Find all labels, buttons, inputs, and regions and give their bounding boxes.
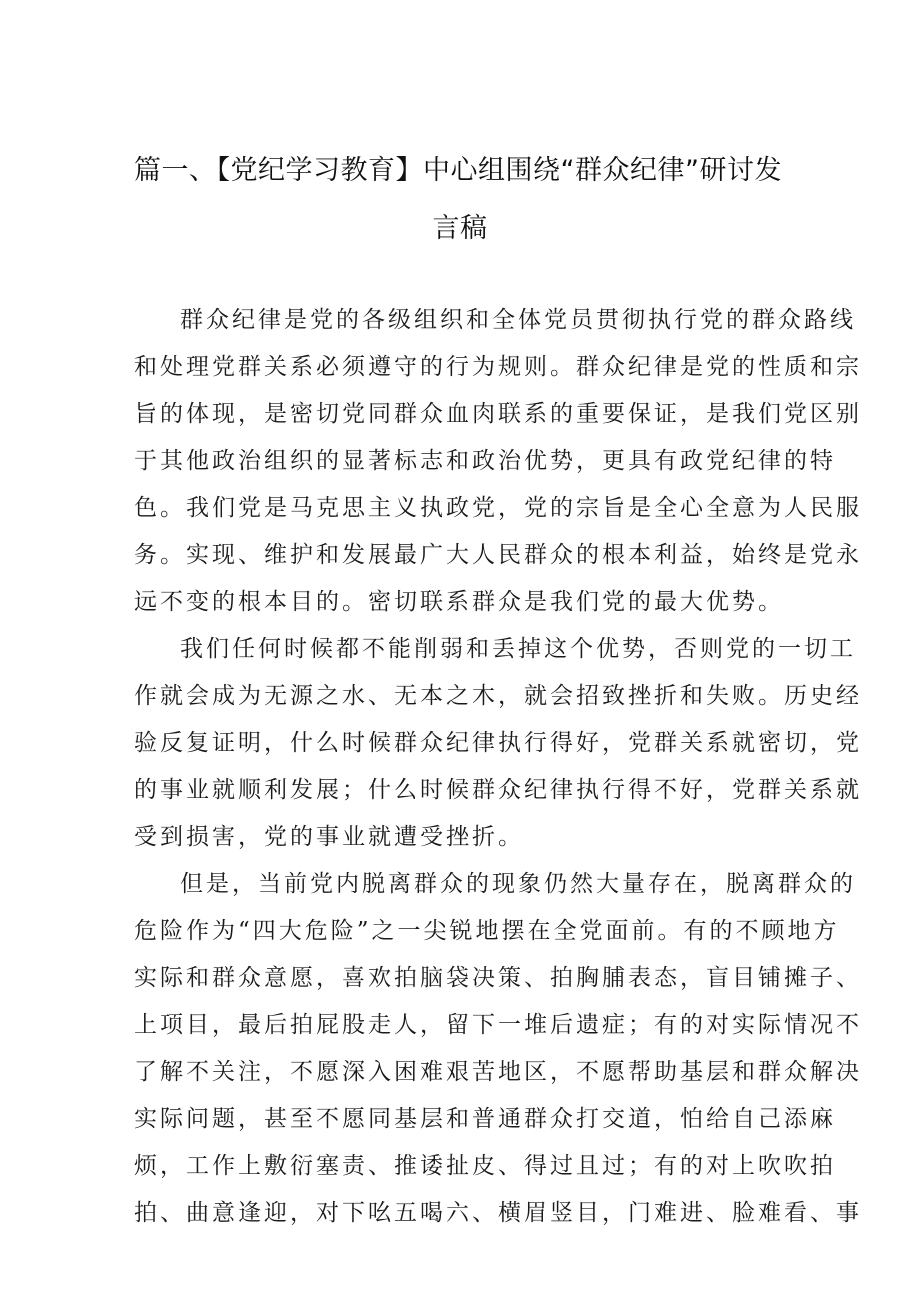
body-line: 远不变的根本目的。密切联系群众是我们党的最大优势。 [134,589,784,615]
body-line: 的事业就顺利发展；什么时候群众纪律执行得不好，党群关系就 [134,777,862,803]
body-line: 于其他政治组织的显著标志和政治优势，更具有政党纪律的特 [134,448,836,474]
body-line: 色。我们党是马克思主义执政党，党的宗旨是全心全意为人民服 [134,495,862,521]
body-line: 危险作为“四大危险”之一尖锐地摆在全党面前。有的不顾地方 [134,918,840,944]
body-line: 受到损害，党的事业就遭受挫折。 [134,824,524,850]
body-line: 实际问题，甚至不愿同基层和普通群众打交道，怕给自己添麻 [134,1106,836,1132]
body-line: 验反复证明，什么时候群众纪律执行得好，党群关系就密切，党 [134,730,862,756]
body-line: 群众纪律是党的各级组织和全体党员贯彻执行党的群众路线 [180,307,856,333]
document-title-line-1: 篇一、【党纪学习教育】中心组围绕“群众纪律”研讨发 [134,155,782,186]
body-line: 和处理党群关系必须遵守的行为规则。群众纪律是党的性质和宗 [134,354,862,380]
body-line: 上项目，最后拍屁股走人，留下一堆后遗症；有的对实际情况不 [134,1012,862,1038]
body-line: 拍、曲意逢迎，对下吆五喝六、横眉竖目，门难进、脸难看、事 [134,1200,862,1226]
body-line: 作就会成为无源之水、无本之木，就会招致挫折和失败。历史经 [134,683,862,709]
body-line: 务。实现、维护和发展最广大人民群众的根本利益，始终是党永 [134,542,862,568]
body-line: 我们任何时候都不能削弱和丢掉这个优势，否则党的一切工 [180,636,856,662]
body-line: 实际和群众意愿，喜欢拍脑袋决策、拍胸脯表态，盲目铺摊子、 [134,965,862,991]
body-line: 了解不关注，不愿深入困难艰苦地区，不愿帮助基层和群众解决 [134,1059,862,1085]
document-title-line-2: 言稿 [432,213,488,244]
body-line: 烦，工作上敷衍塞责、推诿扯皮、得过且过；有的对上吹吹拍 [134,1153,836,1179]
body-line: 旨的体现，是密切党同群众血肉联系的重要保证，是我们党区别 [134,401,862,427]
body-line: 但是，当前党内脱离群众的现象仍然大量存在，脱离群众的 [180,871,856,897]
